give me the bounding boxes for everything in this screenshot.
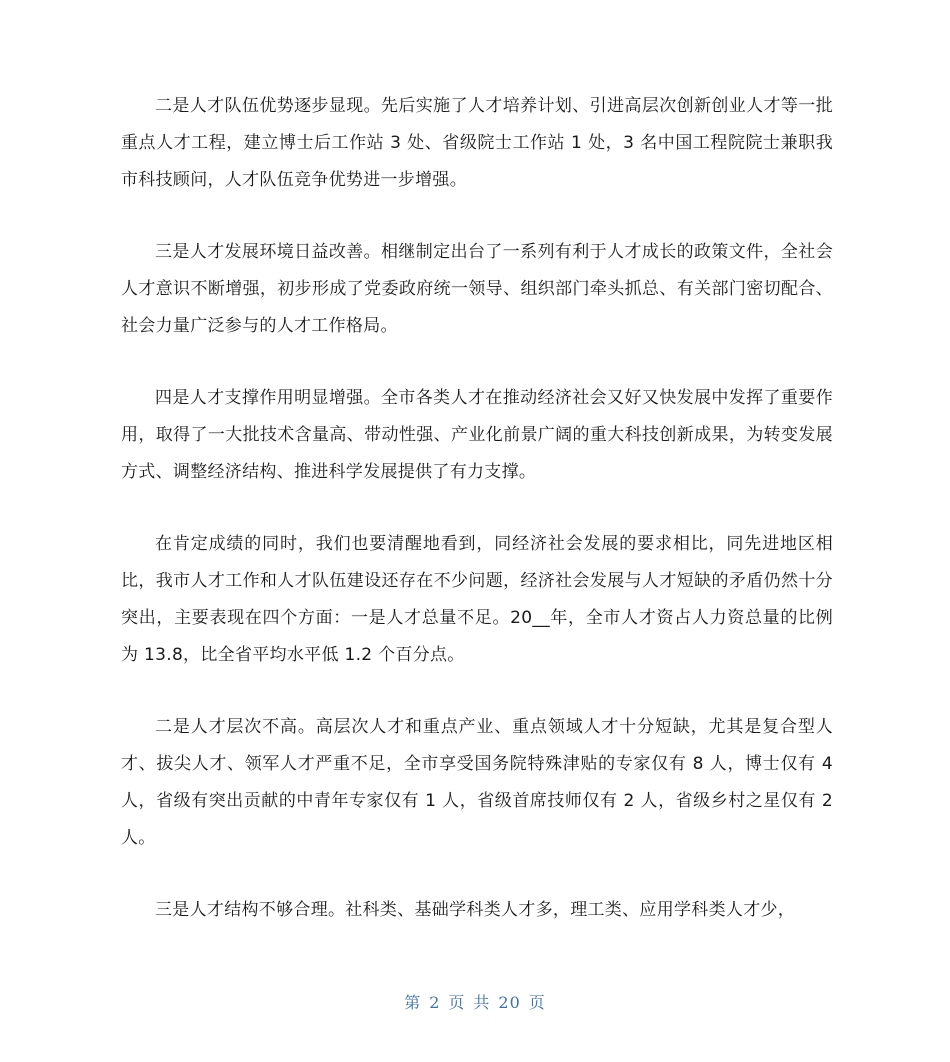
footer-label-total-unit: 页 [528, 993, 546, 1012]
footer-label-page-unit: 页 [448, 993, 466, 1012]
paragraph: 三是人才结构不够合理。社科类、基础学科类人才多，理工类、应用学科类人才少， [155, 900, 796, 920]
document-body [121, 88, 833, 964]
paragraph: 三是人才发展环境日益改善。相继制定出台了一系列有利于人才成长的政策文件，全社会人才意识不断增强，初步形成了党委政府统一领导、组织部门牵头抓总、有关部门密切配合、社会力量广泛参与的人才工作格局。 [121, 242, 833, 336]
footer-total-pages: 20 [498, 993, 521, 1012]
page-number-footer [0, 990, 950, 1013]
paragraph: 二是人才队伍优势逐步显现。先后实施了人才培养计划、引进高层次创新创业人才等一批重点人才工程，建立博士后工作站 3 处、省级院士工作站 1 处，3 名中国工程院院士兼职我市科技顾问，人才队伍竞争优势进一步增强。 [121, 96, 833, 190]
paragraph: 在肯定成绩的同时，我们也要清醒地看到，同经济社会发展的要求相比，同先进地区相比，我市人才工作和人才队伍建设还存在不少问题，经济社会发展与人才短缺的矛盾仍然十分突出，主要表现在四个方面：一是人才总量不足。20__年，全市人才资占人力资总量的比例为 13.8，比全省平均水平低 1.2 个百分点。 [121, 534, 833, 665]
footer-label-total: 共 [473, 993, 491, 1012]
paragraph: 四是人才支撑作用明显增强。全市各类人才在推动经济社会又好又快发展中发挥了重要作用，取得了一大批技术含量高、带动性强、产业化前景广阔的重大科技创新成果，为转变发展方式、调整经济结构、推进科学发展提供了有力支撑。 [121, 388, 833, 482]
footer-current-page: 2 [429, 993, 441, 1012]
paragraph: 二是人才层次不高。高层次人才和重点产业、重点领域人才十分短缺，尤其是复合型人才、拔尖人才、领军人才严重不足，全市享受国务院特殊津贴的专家仅有 8 人，博士仅有 4 人，省级有突出贡献的中青年专家仅有 1 人，省级首席技师仅有 2 人，省级乡村之星仅有 2 人。 [121, 717, 833, 848]
footer-label-page: 第 [404, 993, 422, 1012]
